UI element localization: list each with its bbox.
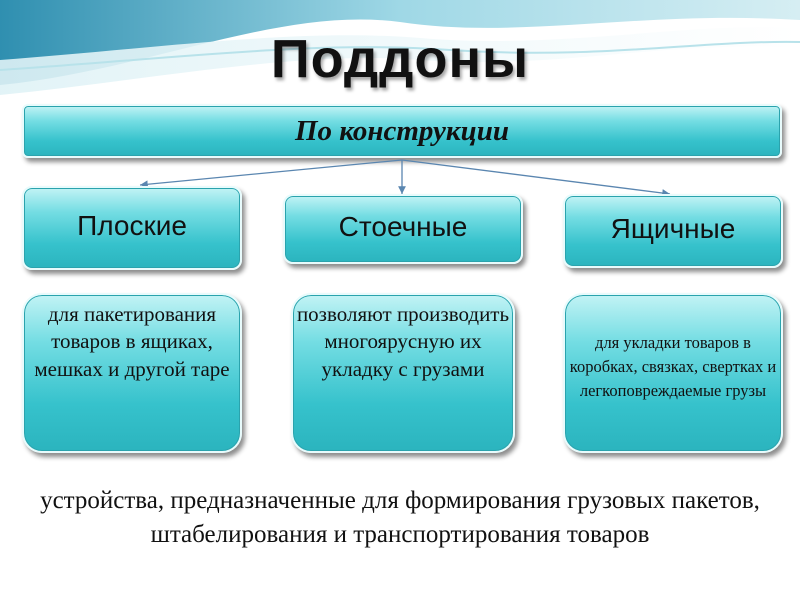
description-box-stoechnye	[291, 293, 515, 453]
category-box-ploskie	[22, 186, 242, 270]
category-label: Ящичные	[610, 213, 736, 244]
classification-header-label: По конструкции	[294, 114, 509, 147]
arrow-to-ploskie	[140, 160, 402, 185]
category-label: Стоечные	[338, 211, 468, 242]
description-box-ploskie	[22, 293, 242, 453]
arrow-to-yashchichnye	[402, 160, 670, 194]
page-title: Поддоны	[270, 29, 530, 89]
definition-footer: устройства, предназначенные для формирования грузовых пакетов, штабелирования и транспортирования товаров	[40, 487, 760, 548]
description-box-yashchichnye	[563, 293, 783, 453]
category-label: Плоские	[77, 210, 187, 241]
description-text: для укладки товаров в коробках, связках, свертках и легкоповреждаемые грузы	[569, 333, 777, 400]
category-box-yashchichnye	[563, 194, 783, 268]
category-box-stoechnye	[283, 194, 523, 264]
description-text: для пакетирования товаров в ящиках, мешках и другой таре	[34, 302, 230, 381]
classification-header-box	[22, 104, 782, 158]
description-text: позволяют производить многоярусную их укладку с грузами	[296, 302, 510, 381]
